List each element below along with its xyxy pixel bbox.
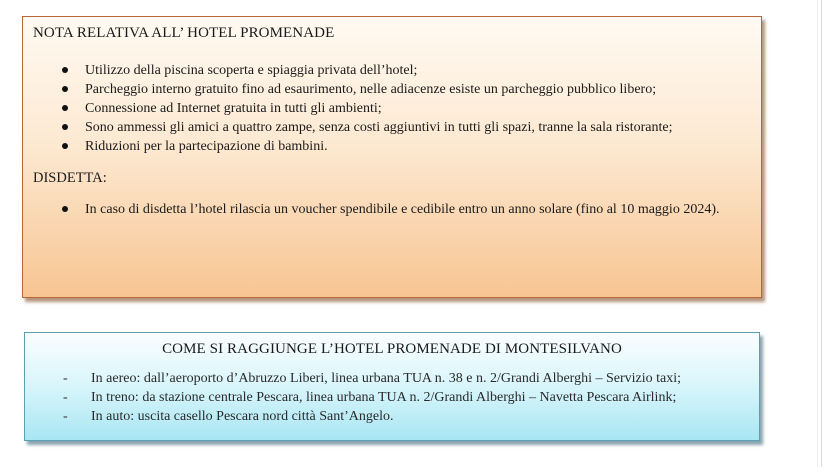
list-item: - In aereo: dall’aeroporto d’Abruzzo Liberi, linea urbana TUA n. 38 e n. 2/Grandi Alberghi – Servizio taxi; bbox=[63, 371, 682, 386]
list-item: Riduzioni per la partecipazione di bambini. bbox=[33, 137, 755, 156]
hotel-amenities-list bbox=[33, 61, 751, 156]
bullet-icon bbox=[62, 143, 68, 149]
list-item: In caso di disdetta l’hotel rilascia un voucher spendibile e cedibile entro un anno solare (fino al 10 maggio 2024). bbox=[33, 200, 755, 219]
hotel-note-title: NOTA RELATIVA ALL’ HOTEL PROMENADE bbox=[33, 25, 335, 41]
directions-list bbox=[35, 369, 749, 426]
bullet-icon bbox=[62, 124, 68, 130]
hotel-note-box bbox=[22, 16, 762, 298]
directions-box bbox=[24, 332, 760, 441]
cancellation-list bbox=[33, 200, 751, 219]
list-item: Sono ammessi gli amici a quattro zampe, senza costi aggiuntivi in tutti gli spazi, tranne la sala ristorante; bbox=[33, 118, 755, 137]
dash-bullet: - bbox=[63, 390, 68, 405]
directions-title: COME SI RAGGIUNGE L’HOTEL PROMENADE DI MONTESILVANO bbox=[162, 341, 622, 357]
bullet-icon bbox=[62, 105, 68, 111]
cancellation-title: DISDETTA: bbox=[33, 170, 107, 186]
list-item: Parcheggio interno gratuito fino ad esaurimento, nelle adiacenze esiste un parcheggio pubblico libero; bbox=[33, 80, 755, 99]
dash-bullet: - bbox=[63, 371, 68, 386]
dash-bullet: - bbox=[63, 409, 68, 424]
list-item: Connessione ad Internet gratuita in tutti gli ambienti; bbox=[33, 99, 755, 118]
list-item: - In auto: uscita casello Pescara nord città Sant’Angelo. bbox=[63, 409, 394, 424]
list-item: - In treno: da stazione centrale Pescara, linea urbana TUA n. 2/Grandi Alberghi – Navetta Pescara Airlink; bbox=[63, 390, 677, 405]
bullet-icon bbox=[62, 67, 68, 73]
bullet-icon bbox=[62, 86, 68, 92]
bullet-icon bbox=[62, 206, 68, 212]
list-item: Utilizzo della piscina scoperta e spiaggia privata dell’hotel; bbox=[33, 61, 755, 80]
page-edge-line bbox=[821, 0, 822, 467]
page-edge-line bbox=[817, 0, 818, 467]
